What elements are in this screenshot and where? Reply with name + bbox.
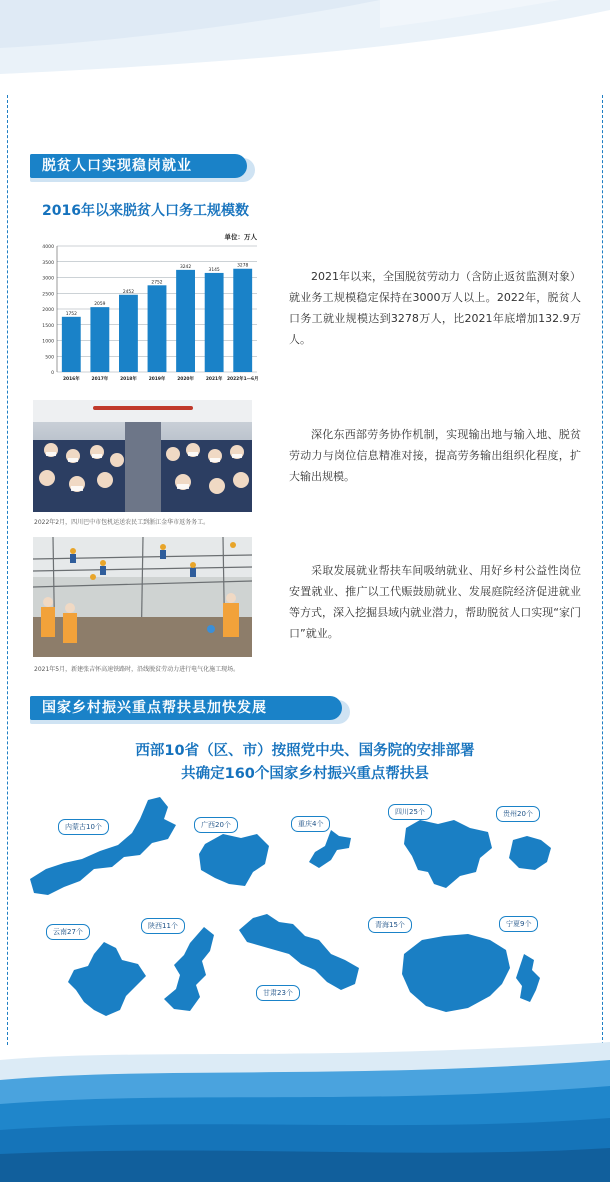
caption-railway: 2021年5月，新建张吉怀高速铁路时，沿线脱贫劳动力进行电气化施工现场。	[34, 666, 240, 673]
paragraph-employment-scale: 2021年以来，全国脱贫劳动力（含防止返贫监测对象）就业务工规模稳定保持在3000万人以上。2022年，脱贫人口务工就业规模达到3278万人，比2021年底增加132.9万人。	[289, 270, 581, 346]
chart-title: 2016年以来脱贫人口务工规模数	[42, 203, 249, 219]
map-chongqing	[305, 828, 355, 870]
x-tick-label: 2021年	[205, 377, 223, 382]
top-wave-decoration	[0, 0, 610, 90]
bar	[148, 285, 167, 372]
y-tick-label: 2500	[42, 292, 54, 298]
bar-value-label: 2452	[122, 289, 135, 295]
bar-value-label: 1752	[65, 311, 77, 317]
bar-value-label: 2752	[151, 280, 163, 286]
label-yunnan: 云南27个	[46, 924, 90, 940]
y-tick-label: 500	[45, 355, 54, 361]
y-tick-label: 4000	[42, 245, 54, 250]
label-neimenggu: 内蒙古10个	[58, 819, 109, 835]
x-tick-label: 2019年	[148, 377, 166, 382]
bar	[90, 307, 109, 372]
bar	[119, 295, 138, 372]
label-ningxia: 宁夏9个	[499, 916, 538, 932]
x-tick-label: 2017年	[91, 377, 109, 382]
bar-value-label: 3145	[208, 267, 220, 273]
photo-airplane-workers	[33, 400, 252, 512]
y-tick-label: 0	[51, 371, 54, 376]
paragraph-labor-cooperation: 深化东西部劳务协作机制，实现输出地与输入地、脱贫劳动力与岗位信息精准对接，提高劳务输出组织化程度，扩大输出规模。	[289, 428, 581, 483]
label-gansu: 甘肃23个	[256, 985, 300, 1001]
bar-value-label: 3278	[237, 263, 249, 269]
map-yunnan	[64, 940, 149, 1020]
right-dashed-border	[602, 95, 603, 1045]
y-tick-label: 3500	[42, 260, 54, 266]
map-neimenggu	[28, 795, 188, 900]
map-guizhou	[505, 834, 555, 874]
label-shaanxi: 陕西11个	[141, 918, 185, 934]
x-tick-label: 2016年	[62, 377, 80, 382]
map-shaanxi	[160, 925, 218, 1015]
map-qinghai	[398, 930, 513, 1015]
label-chongqing: 重庆4个	[291, 816, 330, 832]
bar	[176, 270, 195, 372]
paragraph-local-employment: 采取发展就业帮扶车间吸纳就业、用好乡村公益性岗位安置就业、推广以工代赈鼓励就业、发展庭院经济促进就业等方式，深入挖掘县域内就业潜力，帮助脱贫人口实现“家门口”就业。	[289, 564, 581, 640]
map-ningxia	[512, 952, 542, 1004]
bar-value-label: 2059	[94, 302, 106, 308]
chart-unit-label: 单位：万人	[224, 233, 257, 241]
bar	[233, 269, 252, 372]
label-qinghai: 青海15个	[368, 917, 412, 933]
left-dashed-border	[7, 95, 8, 1045]
bottom-wave-decoration	[0, 1020, 610, 1182]
map-sichuan	[400, 818, 495, 890]
x-tick-label: 2022年1—6月	[226, 377, 259, 382]
y-tick-label: 3000	[42, 276, 54, 282]
photo-railway-construction	[33, 537, 252, 657]
bar	[205, 273, 224, 372]
bar	[62, 317, 81, 372]
title-line-1: 西部10省（区、市）按照党中央、国务院的安排部署	[135, 743, 475, 759]
section2-header: 国家乡村振兴重点帮扶县加快发展	[30, 696, 342, 720]
bar-value-label: 3242	[179, 264, 192, 270]
map-gansu	[235, 910, 365, 1000]
label-sichuan: 四川25个	[388, 804, 432, 820]
title-line-2: 共确定160个国家乡村振兴重点帮扶县	[181, 766, 429, 782]
x-tick-label: 2020年	[177, 377, 194, 382]
y-tick-label: 1000	[42, 339, 54, 345]
map-guangxi	[195, 830, 275, 890]
bar-chart	[33, 230, 263, 385]
x-tick-label: 2018年	[120, 377, 137, 382]
section1-header: 脱贫人口实现稳岗就业	[30, 154, 247, 178]
caption-airplane: 2022年2月，四川巴中市包机运送农民工到浙江金华市返务务工。	[34, 519, 210, 526]
y-tick-label: 1500	[42, 323, 54, 329]
y-tick-label: 2000	[42, 308, 54, 313]
label-guizhou: 贵州20个	[496, 806, 540, 822]
label-guangxi: 广西20个	[194, 817, 238, 833]
